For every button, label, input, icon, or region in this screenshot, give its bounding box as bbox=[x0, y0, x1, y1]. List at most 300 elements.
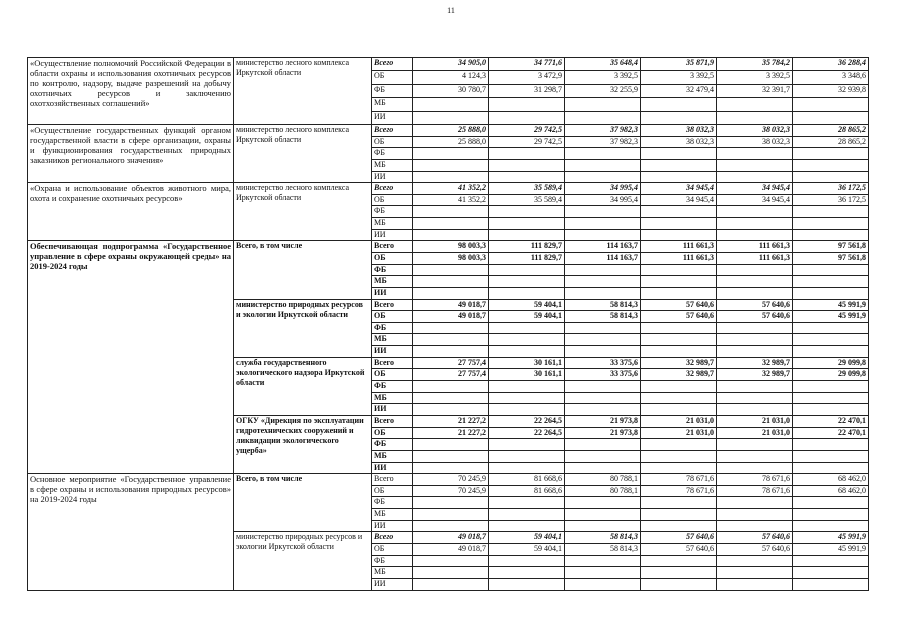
value-cell: 80 788,1 bbox=[565, 485, 641, 497]
value-cell bbox=[565, 171, 641, 183]
value-cell bbox=[793, 287, 869, 299]
value-cell bbox=[413, 264, 489, 276]
value-cell: 22 470,1 bbox=[793, 415, 869, 427]
value-cell: 22 470,1 bbox=[793, 427, 869, 439]
value-cell bbox=[565, 381, 641, 393]
value-cell: 97 561,8 bbox=[793, 253, 869, 265]
value-cell: 21 973,8 bbox=[565, 415, 641, 427]
value-cell bbox=[413, 276, 489, 288]
funding-source-cell: Всего bbox=[372, 241, 413, 253]
value-cell: 34 905,0 bbox=[413, 58, 489, 71]
value-cell: 41 352,2 bbox=[413, 183, 489, 195]
value-cell: 59 404,1 bbox=[489, 544, 565, 556]
value-cell bbox=[717, 264, 793, 276]
value-cell bbox=[717, 276, 793, 288]
value-cell: 34 945,4 bbox=[717, 183, 793, 195]
value-cell: 45 991,9 bbox=[793, 311, 869, 323]
value-cell bbox=[717, 404, 793, 416]
funding-source-cell: МБ bbox=[372, 159, 413, 171]
value-cell: 78 671,6 bbox=[717, 485, 793, 497]
funding-source-cell: ОБ bbox=[372, 253, 413, 265]
value-cell bbox=[413, 334, 489, 346]
value-cell bbox=[641, 439, 717, 451]
value-cell bbox=[793, 392, 869, 404]
table-row bbox=[28, 241, 869, 253]
value-cell bbox=[641, 462, 717, 474]
value-cell bbox=[717, 229, 793, 241]
value-cell: 45 991,9 bbox=[793, 544, 869, 556]
value-cell bbox=[489, 287, 565, 299]
value-cell bbox=[565, 509, 641, 521]
page-number: 11 bbox=[447, 6, 455, 15]
value-cell bbox=[717, 334, 793, 346]
value-cell bbox=[793, 462, 869, 474]
value-cell bbox=[489, 567, 565, 579]
responsible-cell: министерство природных ресурсов и экологии Иркутской области bbox=[234, 299, 372, 357]
table-row bbox=[28, 58, 869, 71]
value-cell bbox=[793, 497, 869, 509]
value-cell bbox=[413, 520, 489, 532]
funding-source-cell: ФБ bbox=[372, 322, 413, 334]
value-cell bbox=[717, 98, 793, 111]
value-cell bbox=[641, 555, 717, 567]
value-cell bbox=[489, 218, 565, 230]
value-cell bbox=[793, 148, 869, 160]
value-cell bbox=[793, 509, 869, 521]
value-cell bbox=[717, 322, 793, 334]
funding-source-cell: ОБ bbox=[372, 194, 413, 206]
value-cell bbox=[565, 555, 641, 567]
value-cell: 4 124,3 bbox=[413, 71, 489, 84]
value-cell: 38 032,3 bbox=[641, 124, 717, 136]
value-cell bbox=[489, 229, 565, 241]
value-cell bbox=[717, 520, 793, 532]
value-cell: 49 018,7 bbox=[413, 299, 489, 311]
value-cell bbox=[793, 555, 869, 567]
value-cell bbox=[793, 111, 869, 124]
value-cell: 21 227,2 bbox=[413, 415, 489, 427]
funding-source-cell: ФБ bbox=[372, 264, 413, 276]
value-cell bbox=[641, 98, 717, 111]
value-cell: 58 814,3 bbox=[565, 532, 641, 544]
value-cell bbox=[413, 322, 489, 334]
value-cell: 68 462,0 bbox=[793, 485, 869, 497]
value-cell: 58 814,3 bbox=[565, 299, 641, 311]
value-cell: 49 018,7 bbox=[413, 532, 489, 544]
value-cell bbox=[641, 497, 717, 509]
responsible-cell: министерство природных ресурсов и экологии Иркутской области bbox=[234, 532, 372, 590]
value-cell: 34 995,4 bbox=[565, 183, 641, 195]
value-cell: 68 462,0 bbox=[793, 474, 869, 486]
value-cell: 81 668,6 bbox=[489, 485, 565, 497]
value-cell bbox=[565, 218, 641, 230]
value-cell: 21 031,0 bbox=[641, 427, 717, 439]
value-cell: 21 031,0 bbox=[717, 415, 793, 427]
value-cell: 37 982,3 bbox=[565, 136, 641, 148]
value-cell bbox=[489, 404, 565, 416]
value-cell bbox=[641, 578, 717, 590]
value-cell bbox=[641, 148, 717, 160]
value-cell bbox=[489, 497, 565, 509]
value-cell: 32 939,8 bbox=[793, 84, 869, 97]
funding-source-cell: ОБ bbox=[372, 311, 413, 323]
value-cell: 35 871,9 bbox=[641, 58, 717, 71]
value-cell: 28 865,2 bbox=[793, 124, 869, 136]
value-cell bbox=[565, 111, 641, 124]
value-cell bbox=[793, 520, 869, 532]
value-cell bbox=[489, 450, 565, 462]
funding-source-cell: МБ bbox=[372, 567, 413, 579]
funding-source-cell: ИИ bbox=[372, 111, 413, 124]
value-cell: 57 640,6 bbox=[641, 544, 717, 556]
funding-source-cell: МБ bbox=[372, 509, 413, 521]
value-cell: 25 888,0 bbox=[413, 136, 489, 148]
value-cell bbox=[793, 567, 869, 579]
value-cell: 78 671,6 bbox=[641, 474, 717, 486]
funding-source-cell: ФБ bbox=[372, 555, 413, 567]
value-cell: 21 031,0 bbox=[641, 415, 717, 427]
value-cell bbox=[489, 111, 565, 124]
value-cell bbox=[565, 567, 641, 579]
responsible-cell: ОГКУ «Дирекция по эксплуатации гидротехнических сооружений и ликвидации экологического ущерба» bbox=[234, 415, 372, 473]
value-cell: 32 479,4 bbox=[641, 84, 717, 97]
value-cell bbox=[793, 404, 869, 416]
value-cell: 36 172,5 bbox=[793, 194, 869, 206]
value-cell: 30 780,7 bbox=[413, 84, 489, 97]
value-cell bbox=[413, 218, 489, 230]
value-cell bbox=[489, 98, 565, 111]
value-cell bbox=[641, 287, 717, 299]
value-cell: 31 298,7 bbox=[489, 84, 565, 97]
funding-source-cell: ОБ bbox=[372, 369, 413, 381]
value-cell bbox=[793, 381, 869, 393]
value-cell bbox=[793, 439, 869, 451]
value-cell bbox=[489, 334, 565, 346]
value-cell: 35 589,4 bbox=[489, 194, 565, 206]
funding-source-cell: ОБ bbox=[372, 71, 413, 84]
value-cell bbox=[489, 392, 565, 404]
value-cell: 28 865,2 bbox=[793, 136, 869, 148]
value-cell: 38 032,3 bbox=[641, 136, 717, 148]
value-cell: 35 589,4 bbox=[489, 183, 565, 195]
value-cell: 32 391,7 bbox=[717, 84, 793, 97]
value-cell bbox=[489, 346, 565, 358]
funding-source-cell: МБ bbox=[372, 218, 413, 230]
value-cell: 34 945,4 bbox=[641, 194, 717, 206]
value-cell: 80 788,1 bbox=[565, 474, 641, 486]
value-cell: 30 161,1 bbox=[489, 369, 565, 381]
measure-name-cell: Основное мероприятие «Государственное управление в сфере охраны и использования природных ресурсов» на 2019-2024 годы bbox=[28, 474, 234, 590]
responsible-cell: министерство лесного комплекса Иркутской области bbox=[234, 58, 372, 125]
value-cell bbox=[565, 206, 641, 218]
value-cell bbox=[793, 171, 869, 183]
value-cell bbox=[489, 322, 565, 334]
value-cell bbox=[565, 148, 641, 160]
funding-source-cell: ОБ bbox=[372, 544, 413, 556]
funding-source-cell: Всего bbox=[372, 474, 413, 486]
value-cell bbox=[641, 567, 717, 579]
value-cell: 35 784,2 bbox=[717, 58, 793, 71]
funding-source-cell: Всего bbox=[372, 299, 413, 311]
value-cell: 3 348,6 bbox=[793, 71, 869, 84]
table-row bbox=[28, 474, 869, 486]
value-cell bbox=[641, 450, 717, 462]
value-cell: 37 982,3 bbox=[565, 124, 641, 136]
value-cell bbox=[413, 509, 489, 521]
value-cell bbox=[489, 159, 565, 171]
value-cell bbox=[489, 555, 565, 567]
value-cell bbox=[793, 206, 869, 218]
value-cell bbox=[717, 462, 793, 474]
value-cell bbox=[717, 509, 793, 521]
value-cell: 78 671,6 bbox=[717, 474, 793, 486]
value-cell bbox=[565, 322, 641, 334]
value-cell bbox=[413, 462, 489, 474]
value-cell bbox=[717, 450, 793, 462]
value-cell: 57 640,6 bbox=[717, 311, 793, 323]
value-cell: 3 392,5 bbox=[565, 71, 641, 84]
value-cell bbox=[489, 578, 565, 590]
value-cell bbox=[793, 159, 869, 171]
responsible-cell: Всего, в том числе bbox=[234, 241, 372, 299]
value-cell bbox=[413, 497, 489, 509]
value-cell bbox=[717, 555, 793, 567]
value-cell bbox=[413, 450, 489, 462]
value-cell bbox=[489, 462, 565, 474]
value-cell: 33 375,6 bbox=[565, 369, 641, 381]
value-cell bbox=[641, 206, 717, 218]
value-cell bbox=[793, 578, 869, 590]
value-cell: 57 640,6 bbox=[641, 532, 717, 544]
measure-name-cell: «Охрана и использование объектов животного мира, охота и сохранение охотничьих ресурсов» bbox=[28, 183, 234, 241]
value-cell: 49 018,7 bbox=[413, 544, 489, 556]
funding-source-cell: ИИ bbox=[372, 462, 413, 474]
value-cell: 29 099,8 bbox=[793, 357, 869, 369]
value-cell: 29 099,8 bbox=[793, 369, 869, 381]
funding-source-cell: ФБ bbox=[372, 497, 413, 509]
funding-source-cell: ФБ bbox=[372, 206, 413, 218]
value-cell: 32 255,9 bbox=[565, 84, 641, 97]
funding-source-cell: ИИ bbox=[372, 171, 413, 183]
value-cell bbox=[793, 276, 869, 288]
funding-source-cell: ИИ bbox=[372, 404, 413, 416]
funding-source-cell: ИИ bbox=[372, 520, 413, 532]
value-cell: 111 661,3 bbox=[717, 241, 793, 253]
value-cell bbox=[413, 148, 489, 160]
value-cell: 111 829,7 bbox=[489, 241, 565, 253]
value-cell bbox=[489, 148, 565, 160]
value-cell bbox=[413, 381, 489, 393]
value-cell: 32 989,7 bbox=[717, 357, 793, 369]
value-cell bbox=[489, 509, 565, 521]
value-cell: 57 640,6 bbox=[641, 299, 717, 311]
budget-table-body bbox=[28, 58, 869, 591]
value-cell bbox=[717, 206, 793, 218]
value-cell: 32 989,7 bbox=[717, 369, 793, 381]
funding-source-cell: ФБ bbox=[372, 439, 413, 451]
value-cell: 34 771,6 bbox=[489, 58, 565, 71]
value-cell bbox=[717, 578, 793, 590]
table-row bbox=[28, 183, 869, 195]
value-cell bbox=[793, 450, 869, 462]
value-cell: 70 245,9 bbox=[413, 485, 489, 497]
value-cell: 32 989,7 bbox=[641, 357, 717, 369]
funding-source-cell: МБ bbox=[372, 334, 413, 346]
value-cell: 111 661,3 bbox=[641, 241, 717, 253]
value-cell bbox=[413, 159, 489, 171]
value-cell: 34 945,4 bbox=[641, 183, 717, 195]
value-cell bbox=[641, 111, 717, 124]
value-cell: 38 032,3 bbox=[717, 136, 793, 148]
funding-source-cell: МБ bbox=[372, 392, 413, 404]
value-cell: 36 172,5 bbox=[793, 183, 869, 195]
value-cell bbox=[717, 111, 793, 124]
value-cell bbox=[793, 264, 869, 276]
value-cell bbox=[565, 276, 641, 288]
value-cell bbox=[717, 567, 793, 579]
funding-source-cell: МБ bbox=[372, 98, 413, 111]
value-cell bbox=[641, 229, 717, 241]
value-cell bbox=[489, 264, 565, 276]
funding-source-cell: ИИ bbox=[372, 346, 413, 358]
value-cell bbox=[565, 346, 641, 358]
value-cell: 111 829,7 bbox=[489, 253, 565, 265]
value-cell bbox=[413, 98, 489, 111]
funding-source-cell: ИИ bbox=[372, 229, 413, 241]
value-cell bbox=[793, 218, 869, 230]
value-cell: 34 945,4 bbox=[717, 194, 793, 206]
responsible-cell: служба государственного экологического надзора Иркутской области bbox=[234, 357, 372, 415]
value-cell bbox=[413, 206, 489, 218]
value-cell bbox=[413, 171, 489, 183]
funding-source-cell: Всего bbox=[372, 183, 413, 195]
value-cell bbox=[489, 381, 565, 393]
funding-source-cell: ФБ bbox=[372, 148, 413, 160]
value-cell bbox=[565, 264, 641, 276]
value-cell bbox=[717, 287, 793, 299]
value-cell bbox=[641, 381, 717, 393]
value-cell: 97 561,8 bbox=[793, 241, 869, 253]
funding-source-cell: Всего bbox=[372, 58, 413, 71]
value-cell bbox=[641, 392, 717, 404]
value-cell bbox=[641, 520, 717, 532]
funding-source-cell: Всего bbox=[372, 415, 413, 427]
value-cell: 3 392,5 bbox=[641, 71, 717, 84]
value-cell bbox=[565, 462, 641, 474]
value-cell bbox=[793, 322, 869, 334]
funding-source-cell: ИИ bbox=[372, 578, 413, 590]
value-cell bbox=[641, 509, 717, 521]
funding-source-cell: МБ bbox=[372, 450, 413, 462]
value-cell: 59 404,1 bbox=[489, 299, 565, 311]
value-cell bbox=[565, 578, 641, 590]
value-cell bbox=[489, 276, 565, 288]
value-cell: 59 404,1 bbox=[489, 311, 565, 323]
funding-source-cell: ФБ bbox=[372, 381, 413, 393]
value-cell bbox=[793, 346, 869, 358]
value-cell bbox=[565, 98, 641, 111]
value-cell bbox=[413, 567, 489, 579]
value-cell: 25 888,0 bbox=[413, 124, 489, 136]
value-cell: 3 472,9 bbox=[489, 71, 565, 84]
value-cell bbox=[413, 404, 489, 416]
value-cell bbox=[565, 439, 641, 451]
value-cell: 58 814,3 bbox=[565, 311, 641, 323]
value-cell: 29 742,5 bbox=[489, 124, 565, 136]
value-cell: 114 163,7 bbox=[565, 253, 641, 265]
value-cell: 57 640,6 bbox=[717, 299, 793, 311]
responsible-cell: министерство лесного комплекса Иркутской области bbox=[234, 124, 372, 182]
value-cell: 22 264,5 bbox=[489, 415, 565, 427]
funding-source-cell: Всего bbox=[372, 532, 413, 544]
funding-source-cell: Всего bbox=[372, 124, 413, 136]
value-cell bbox=[641, 346, 717, 358]
value-cell bbox=[717, 159, 793, 171]
value-cell: 35 648,4 bbox=[565, 58, 641, 71]
value-cell bbox=[565, 392, 641, 404]
value-cell bbox=[717, 171, 793, 183]
value-cell: 38 032,3 bbox=[717, 124, 793, 136]
funding-source-cell: ФБ bbox=[372, 84, 413, 97]
value-cell bbox=[489, 171, 565, 183]
value-cell: 21 031,0 bbox=[717, 427, 793, 439]
value-cell: 21 973,8 bbox=[565, 427, 641, 439]
responsible-cell: Всего, в том числе bbox=[234, 474, 372, 532]
value-cell bbox=[413, 555, 489, 567]
value-cell: 27 757,4 bbox=[413, 369, 489, 381]
value-cell bbox=[565, 450, 641, 462]
value-cell bbox=[641, 322, 717, 334]
value-cell bbox=[641, 159, 717, 171]
measure-name-cell: «Осуществление государственных функций органом государственной власти в сфере организации, охраны и функционирования государственных природных заказников регионального значения» bbox=[28, 124, 234, 182]
value-cell: 21 227,2 bbox=[413, 427, 489, 439]
funding-source-cell: ИИ bbox=[372, 287, 413, 299]
value-cell bbox=[641, 334, 717, 346]
value-cell: 3 392,5 bbox=[717, 71, 793, 84]
value-cell bbox=[717, 497, 793, 509]
value-cell: 111 661,3 bbox=[717, 253, 793, 265]
value-cell bbox=[565, 520, 641, 532]
value-cell bbox=[413, 111, 489, 124]
value-cell: 57 640,6 bbox=[717, 544, 793, 556]
value-cell bbox=[413, 229, 489, 241]
funding-source-cell: ОБ bbox=[372, 485, 413, 497]
funding-source-cell: Всего bbox=[372, 357, 413, 369]
value-cell: 36 288,4 bbox=[793, 58, 869, 71]
value-cell: 81 668,6 bbox=[489, 474, 565, 486]
value-cell: 45 991,9 bbox=[793, 299, 869, 311]
measure-name-cell: «Осуществление полномочий Российской Федерации в области охраны и использования охотничьих ресурсов по контролю, надзору, выдаче разрешений на добычу охотничьих ресурсов и заключению охотхозяйственных соглашений» bbox=[28, 58, 234, 125]
value-cell: 32 989,7 bbox=[641, 369, 717, 381]
value-cell bbox=[565, 287, 641, 299]
value-cell bbox=[413, 392, 489, 404]
value-cell: 59 404,1 bbox=[489, 532, 565, 544]
funding-source-cell: МБ bbox=[372, 276, 413, 288]
value-cell bbox=[489, 439, 565, 451]
funding-source-cell: ОБ bbox=[372, 427, 413, 439]
value-cell bbox=[793, 229, 869, 241]
value-cell: 33 375,6 bbox=[565, 357, 641, 369]
funding-source-cell: ОБ bbox=[372, 136, 413, 148]
value-cell: 45 991,9 bbox=[793, 532, 869, 544]
value-cell: 58 814,3 bbox=[565, 544, 641, 556]
value-cell: 70 245,9 bbox=[413, 474, 489, 486]
value-cell bbox=[641, 404, 717, 416]
value-cell bbox=[641, 264, 717, 276]
value-cell bbox=[717, 392, 793, 404]
value-cell bbox=[413, 439, 489, 451]
value-cell: 111 661,3 bbox=[641, 253, 717, 265]
